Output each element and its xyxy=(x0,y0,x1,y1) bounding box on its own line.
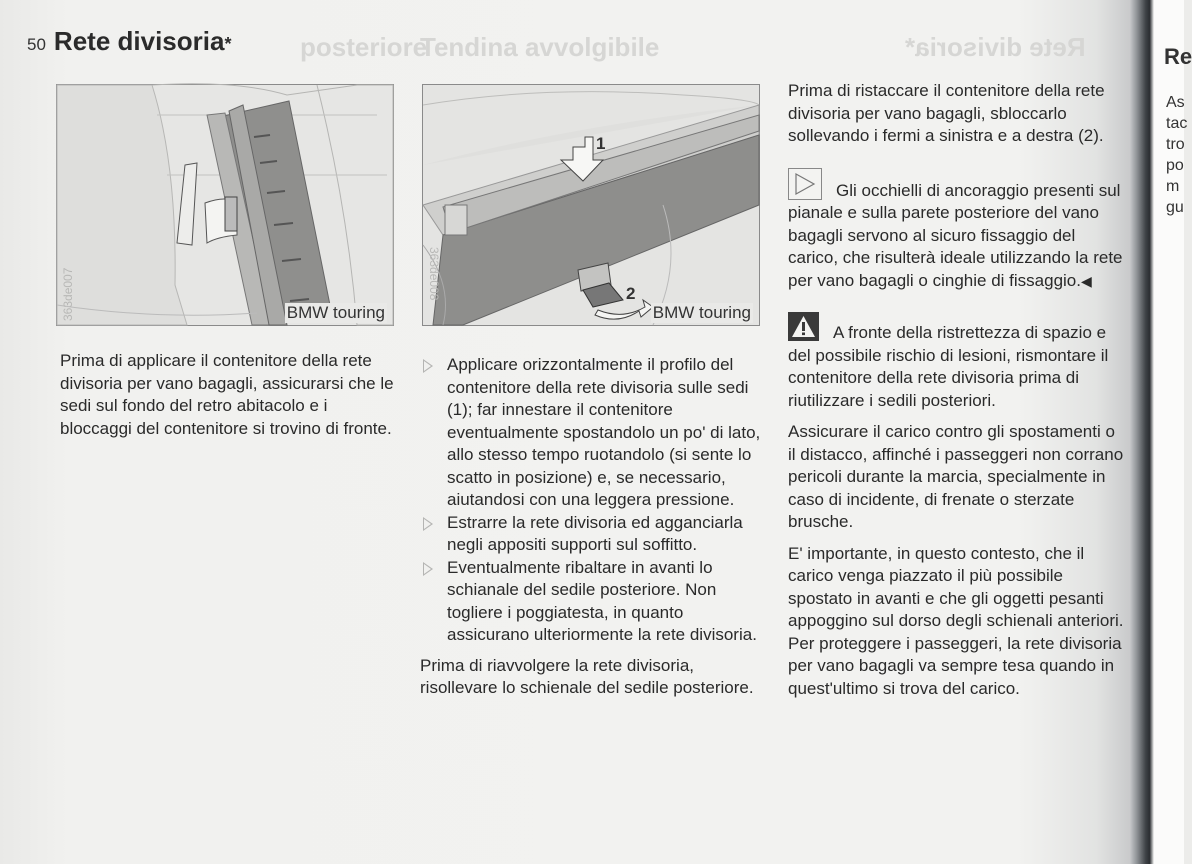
page-title-text: Rete divisoria xyxy=(53,26,225,56)
bleed-through-header-left: posteriore xyxy=(300,32,428,62)
figure-id: 363de008 xyxy=(427,247,441,301)
step-text: Applicare orizzontalmente il profilo del contenitore della rete divisoria sulle sedi (1); far innestare il contenitore eventualmente spostandolo un po' di lato, allo stesso tempo ruotandolo (si sente lo scatto in posizione) e, se necessario, aiutandosi con una leggera pressione. xyxy=(447,355,761,509)
figure-caption: BMW touring xyxy=(652,303,751,322)
note-triangle-icon xyxy=(788,168,822,200)
figure-install-remove xyxy=(422,84,760,326)
step-bullet-icon xyxy=(423,359,433,373)
book-gutter xyxy=(1130,0,1154,864)
step-bullet-icon xyxy=(423,517,433,531)
paragraph-prerequisite: Prima di applicare il contenitore della rete divisoria per vano bagagli, assicurarsi che le sedi sul fondo del retro abitacolo e i bloccaggi del contenitore si trovino di fronte. xyxy=(60,351,394,438)
figure-installation-rail xyxy=(56,84,394,326)
next-page-text xyxy=(1166,92,1187,218)
next-page-line: m xyxy=(1166,178,1180,195)
step-item xyxy=(420,557,770,647)
step-item xyxy=(420,354,770,512)
warning-block xyxy=(788,312,1124,412)
bleed-through-header-center: Tendina avvolgibile xyxy=(420,32,660,62)
page-number: 50 xyxy=(27,35,46,54)
illustration-rail-closeup xyxy=(57,85,393,325)
next-page-title: Re xyxy=(1164,44,1192,69)
next-page-line: po xyxy=(1166,157,1184,174)
step-bullet-icon xyxy=(423,562,433,576)
page-header xyxy=(27,26,231,57)
illustration-container-mounting xyxy=(423,85,759,325)
end-mark-icon: ◀ xyxy=(1080,272,1092,289)
next-page-line: As xyxy=(1166,94,1185,111)
next-page-edge xyxy=(1154,0,1192,864)
figure-caption: BMW touring xyxy=(286,303,385,322)
column-2 xyxy=(420,354,770,708)
next-page-line: tac xyxy=(1166,115,1188,132)
paragraph-load-placement: E' importante, in questo contesto, che il carico venga piazzato il più possibile spostato in avanti e che gli oggetti pesanti appoggino sul dorso degli schienali anteriori. Per proteggere i passeggeri, la rete divisoria per vano bagagli va sempre tesa quando in quest'ultimo si trova del carico. xyxy=(788,543,1124,698)
column-3 xyxy=(788,80,1124,709)
warning-icon xyxy=(788,312,819,341)
paragraph-secure-load: Assicurare il carico contro gli spostamenti o il distacco, affinché i passeggeri non corrano pericoli durante la marcia, specialmente in caso di incidente, di frenate o sterzate brusche. xyxy=(788,422,1124,531)
bleed-through-header-right: Rete divisoria* xyxy=(905,32,1086,62)
paragraph-closing: Prima di riavvolgere la rete divisoria, risollevare lo schienale del sedile posteriore. xyxy=(420,655,754,697)
column-1 xyxy=(60,350,400,448)
callout-1: 1 xyxy=(596,134,606,153)
note-block xyxy=(788,168,1124,293)
page-title xyxy=(54,26,232,57)
next-page-line: gu xyxy=(1166,199,1184,216)
step-text: Estrarre la rete divisoria ed agganciarla negli appositi supporti sul soffitto. xyxy=(447,512,743,554)
step-item xyxy=(420,512,770,557)
title-marker: * xyxy=(224,34,232,54)
paragraph-intro: Prima di ristaccare il contenitore della rete divisoria per vano bagagli, sbloccarlo sollevando i fermi a sinistra e a destra (2). xyxy=(788,81,1105,145)
figure-id: 363de007 xyxy=(61,267,75,321)
note-text: Gli occhielli di ancoraggio presenti sul pianale e sulla parete posteriore del vano bagagli servono al sicuro fissaggio del carico, che risulterà ideale utilizzando la rete per vano bagagli o cinghie di fissaggio. xyxy=(788,180,1123,290)
warning-text: A fronte della ristrettezza di spazio e del possibile rischio di lesioni, rismontare il contenitore della rete divisoria prima di riutilizzare i sedili posteriori. xyxy=(788,323,1109,410)
callout-2: 2 xyxy=(626,284,636,303)
step-text: Eventualmente ribaltare in avanti lo schianale del sedile posteriore. Non togliere i poggiatesta, in quanto assicurano ulteriormente la rete divisoria. xyxy=(447,557,757,644)
next-page-line: tro xyxy=(1166,136,1185,153)
